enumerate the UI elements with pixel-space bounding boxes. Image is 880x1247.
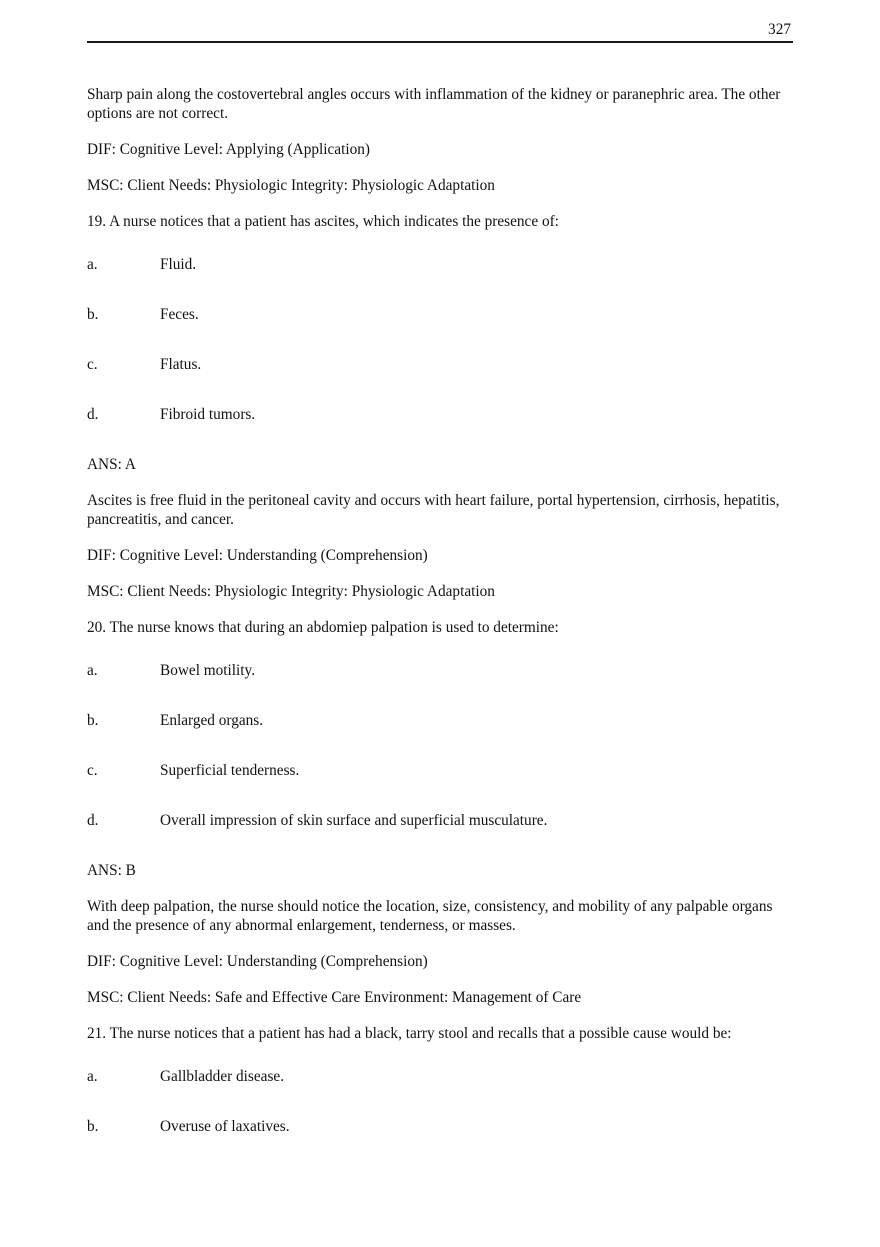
question-21-option-a xyxy=(87,1067,793,1086)
carryover-dif-line: DIF: Cognitive Level: Applying (Application) xyxy=(87,141,370,158)
option-text: Overuse of laxatives. xyxy=(160,1118,290,1135)
option-letter: b. xyxy=(87,306,99,323)
option-letter: a. xyxy=(87,1068,98,1085)
option-text: Feces. xyxy=(160,306,199,323)
question-19-option-a xyxy=(87,255,793,274)
question-20-msc-line: MSC: Client Needs: Safe and Effective Care Environment: Management of Care xyxy=(87,989,582,1006)
option-text: Fluid. xyxy=(160,256,197,273)
option-letter: a. xyxy=(87,662,98,679)
question-20-option-a xyxy=(87,661,793,680)
option-letter: c. xyxy=(87,356,98,373)
question-21-stem: 21. The nurse notices that a patient has had a black, tarry stool and recalls that a possible cause would be: xyxy=(87,1025,732,1042)
page-header xyxy=(87,20,793,43)
option-letter: d. xyxy=(87,812,99,829)
page-number: 327 xyxy=(768,21,791,38)
option-text: Overall impression of skin surface and superficial musculature. xyxy=(160,812,548,829)
option-letter: b. xyxy=(87,1118,99,1135)
option-letter: a. xyxy=(87,256,98,273)
question-19-stem: 19. A nurse notices that a patient has ascites, which indicates the presence of: xyxy=(87,213,559,230)
carryover-msc-line: MSC: Client Needs: Physiologic Integrity: Physiologic Adaptation xyxy=(87,177,495,194)
option-text: Fibroid tumors. xyxy=(160,406,256,423)
carryover-rationale: Sharp pain along the costovertebral angles occurs with inflammation of the kidney or paranephric area. The other options are not correct. xyxy=(87,86,781,122)
question-19-option-b xyxy=(87,305,793,324)
question-19-option-c xyxy=(87,355,793,374)
question-19-answer-line: ANS: A xyxy=(87,456,136,473)
question-20-option-c xyxy=(87,761,793,780)
question-20-dif-line: DIF: Cognitive Level: Understanding (Comprehension) xyxy=(87,953,428,970)
question-20-option-d xyxy=(87,811,793,830)
question-20-stem: 20. The nurse knows that during an abdomiep palpation is used to determine: xyxy=(87,619,559,636)
question-20-option-b xyxy=(87,711,793,730)
option-text: Superficial tenderness. xyxy=(160,762,300,779)
option-text: Bowel motility. xyxy=(160,662,256,679)
option-letter: c. xyxy=(87,762,98,779)
question-19-option-d xyxy=(87,405,793,424)
question-19-msc-line: MSC: Client Needs: Physiologic Integrity: Physiologic Adaptation xyxy=(87,583,495,600)
option-text: Gallbladder disease. xyxy=(160,1068,285,1085)
question-20-rationale: With deep palpation, the nurse should notice the location, size, consistency, and mobility of any palpable organs and the presence of any abnormal enlargement, tenderness, or masses. xyxy=(87,898,773,934)
option-text: Flatus. xyxy=(160,356,202,373)
question-19-rationale: Ascites is free fluid in the peritoneal cavity and occurs with heart failure, portal hypertension, cirrhosis, hepatitis, pancreatitis, and cancer. xyxy=(87,492,780,528)
question-21-option-b xyxy=(87,1117,793,1136)
question-19-dif-line: DIF: Cognitive Level: Understanding (Comprehension) xyxy=(87,547,428,564)
option-letter: b. xyxy=(87,712,99,729)
option-letter: d. xyxy=(87,406,99,423)
option-text: Enlarged organs. xyxy=(160,712,264,729)
question-20-answer-line: ANS: B xyxy=(87,862,136,879)
